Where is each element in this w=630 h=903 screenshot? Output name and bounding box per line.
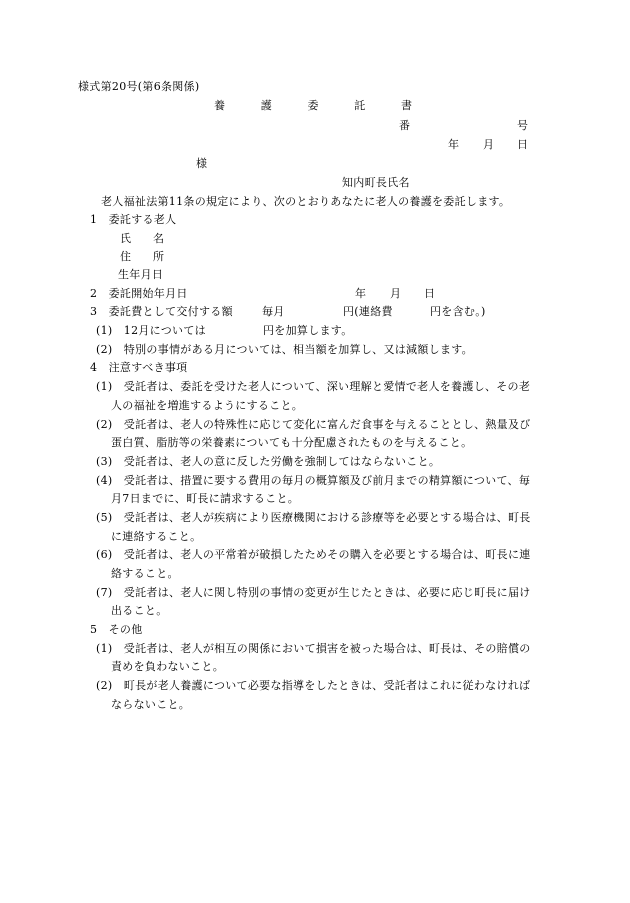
- item-4-6-line2: 絡すること。: [111, 567, 179, 580]
- item-4-1-line1: (1) 受託者は、委託を受けた老人について、深い理解と愛情で老人を養護し、その老: [96, 380, 531, 393]
- title-char: 護: [260, 99, 272, 112]
- number-suffix: 号: [517, 119, 529, 132]
- date-month: 月: [483, 138, 495, 151]
- date-day: 日: [517, 138, 529, 151]
- item-4-2-line1: (2) 受託者は、老人の特殊性に応じて変化に富んだ食事を与えることとし、熱量及び: [96, 418, 531, 431]
- item-5-2-line1: (2) 町長が老人養護について必要な指導をしたときは、受託者はこれに従わなければ: [96, 679, 531, 692]
- document-title: [214, 99, 412, 113]
- yen-included-label: 円を含む。): [430, 305, 486, 318]
- item-4-6-line1: (6) 受託者は、老人の平常着が破損したためその購入を必要とする場合は、町長に連: [96, 548, 531, 561]
- address-label-a: 住: [120, 250, 132, 263]
- title-char: 委: [307, 99, 319, 112]
- item-4-7-line1: (7) 受託者は、老人に関し特別の事情の変更が生じたときは、必要に応じ町長に届け: [96, 586, 531, 599]
- date-year: 年: [448, 138, 460, 151]
- item-4-5-line1: (5) 受託者は、老人が疾病により医療機関における診療等を必要とする場合は、町長: [96, 511, 531, 524]
- section-5-heading: 5 その他: [90, 623, 143, 636]
- start-day: 日: [424, 287, 436, 300]
- item-4-1-line2: 人の福祉を増進するようにすること。: [111, 399, 304, 412]
- name-label-a: 氏: [120, 232, 132, 245]
- monthly-label: 毎月: [262, 305, 285, 318]
- section-1-heading: 1 委託する老人: [90, 213, 177, 226]
- item-4-4-line2: 月7日までに、町長に請求すること。: [111, 492, 300, 505]
- item-3-1-tail: 円を加算します。: [263, 324, 353, 337]
- item-4-4-line1: (4) 受託者は、措置に要する費用の毎月の概算額及び前月までの精算額について、毎: [96, 474, 531, 487]
- item-4-7-line2: 出ること。: [111, 604, 168, 617]
- item-3-1-lead: (1) 12月については: [96, 324, 206, 337]
- addressee-suffix: 様: [196, 157, 208, 170]
- item-3-2: (2) 特別の事情がある月については、相当額を加算し、又は減額します。: [96, 343, 473, 356]
- item-4-3: (3) 受託者は、老人の意に反した労働を強制してはならないこと。: [96, 455, 441, 468]
- item-5-1-line2: 責めを負わないこと。: [111, 660, 224, 673]
- title-char: 養: [214, 99, 225, 112]
- start-month: 月: [390, 287, 402, 300]
- section-2-heading: 2 委託開始年月日: [90, 287, 188, 300]
- title-char: 託: [354, 99, 366, 112]
- section-3-heading: 3 委託費として交付する額: [90, 305, 233, 318]
- item-4-5-line2: に連絡すること。: [111, 530, 202, 543]
- address-label-b: 所: [153, 250, 165, 263]
- section-4-heading: 4 注意すべき事項: [90, 361, 188, 374]
- yen-contact-label: 円(連絡費: [343, 305, 393, 318]
- birthdate-label: 生年月日: [118, 268, 164, 281]
- name-label-b: 名: [153, 232, 165, 245]
- form-label: 様式第20号(第6条関係): [78, 80, 200, 93]
- issuer: 知内町長氏名: [342, 176, 410, 189]
- start-year: 年: [355, 287, 367, 300]
- item-5-2-line2: ならないこと。: [111, 698, 191, 711]
- item-4-2-line2: 蛋白質、脂肪等の栄養素についても十分配慮されたものを与えること。: [111, 436, 473, 449]
- number-label: 番: [399, 119, 411, 132]
- title-char: 書: [401, 99, 412, 112]
- item-5-1-line1: (1) 受託者は、老人が相互の関係において損害を被った場合は、町長は、その賠償の: [96, 642, 531, 655]
- intro-text: 老人福祉法第11条の規定により、次のとおりあなたに老人の養護を委託します。: [101, 195, 511, 208]
